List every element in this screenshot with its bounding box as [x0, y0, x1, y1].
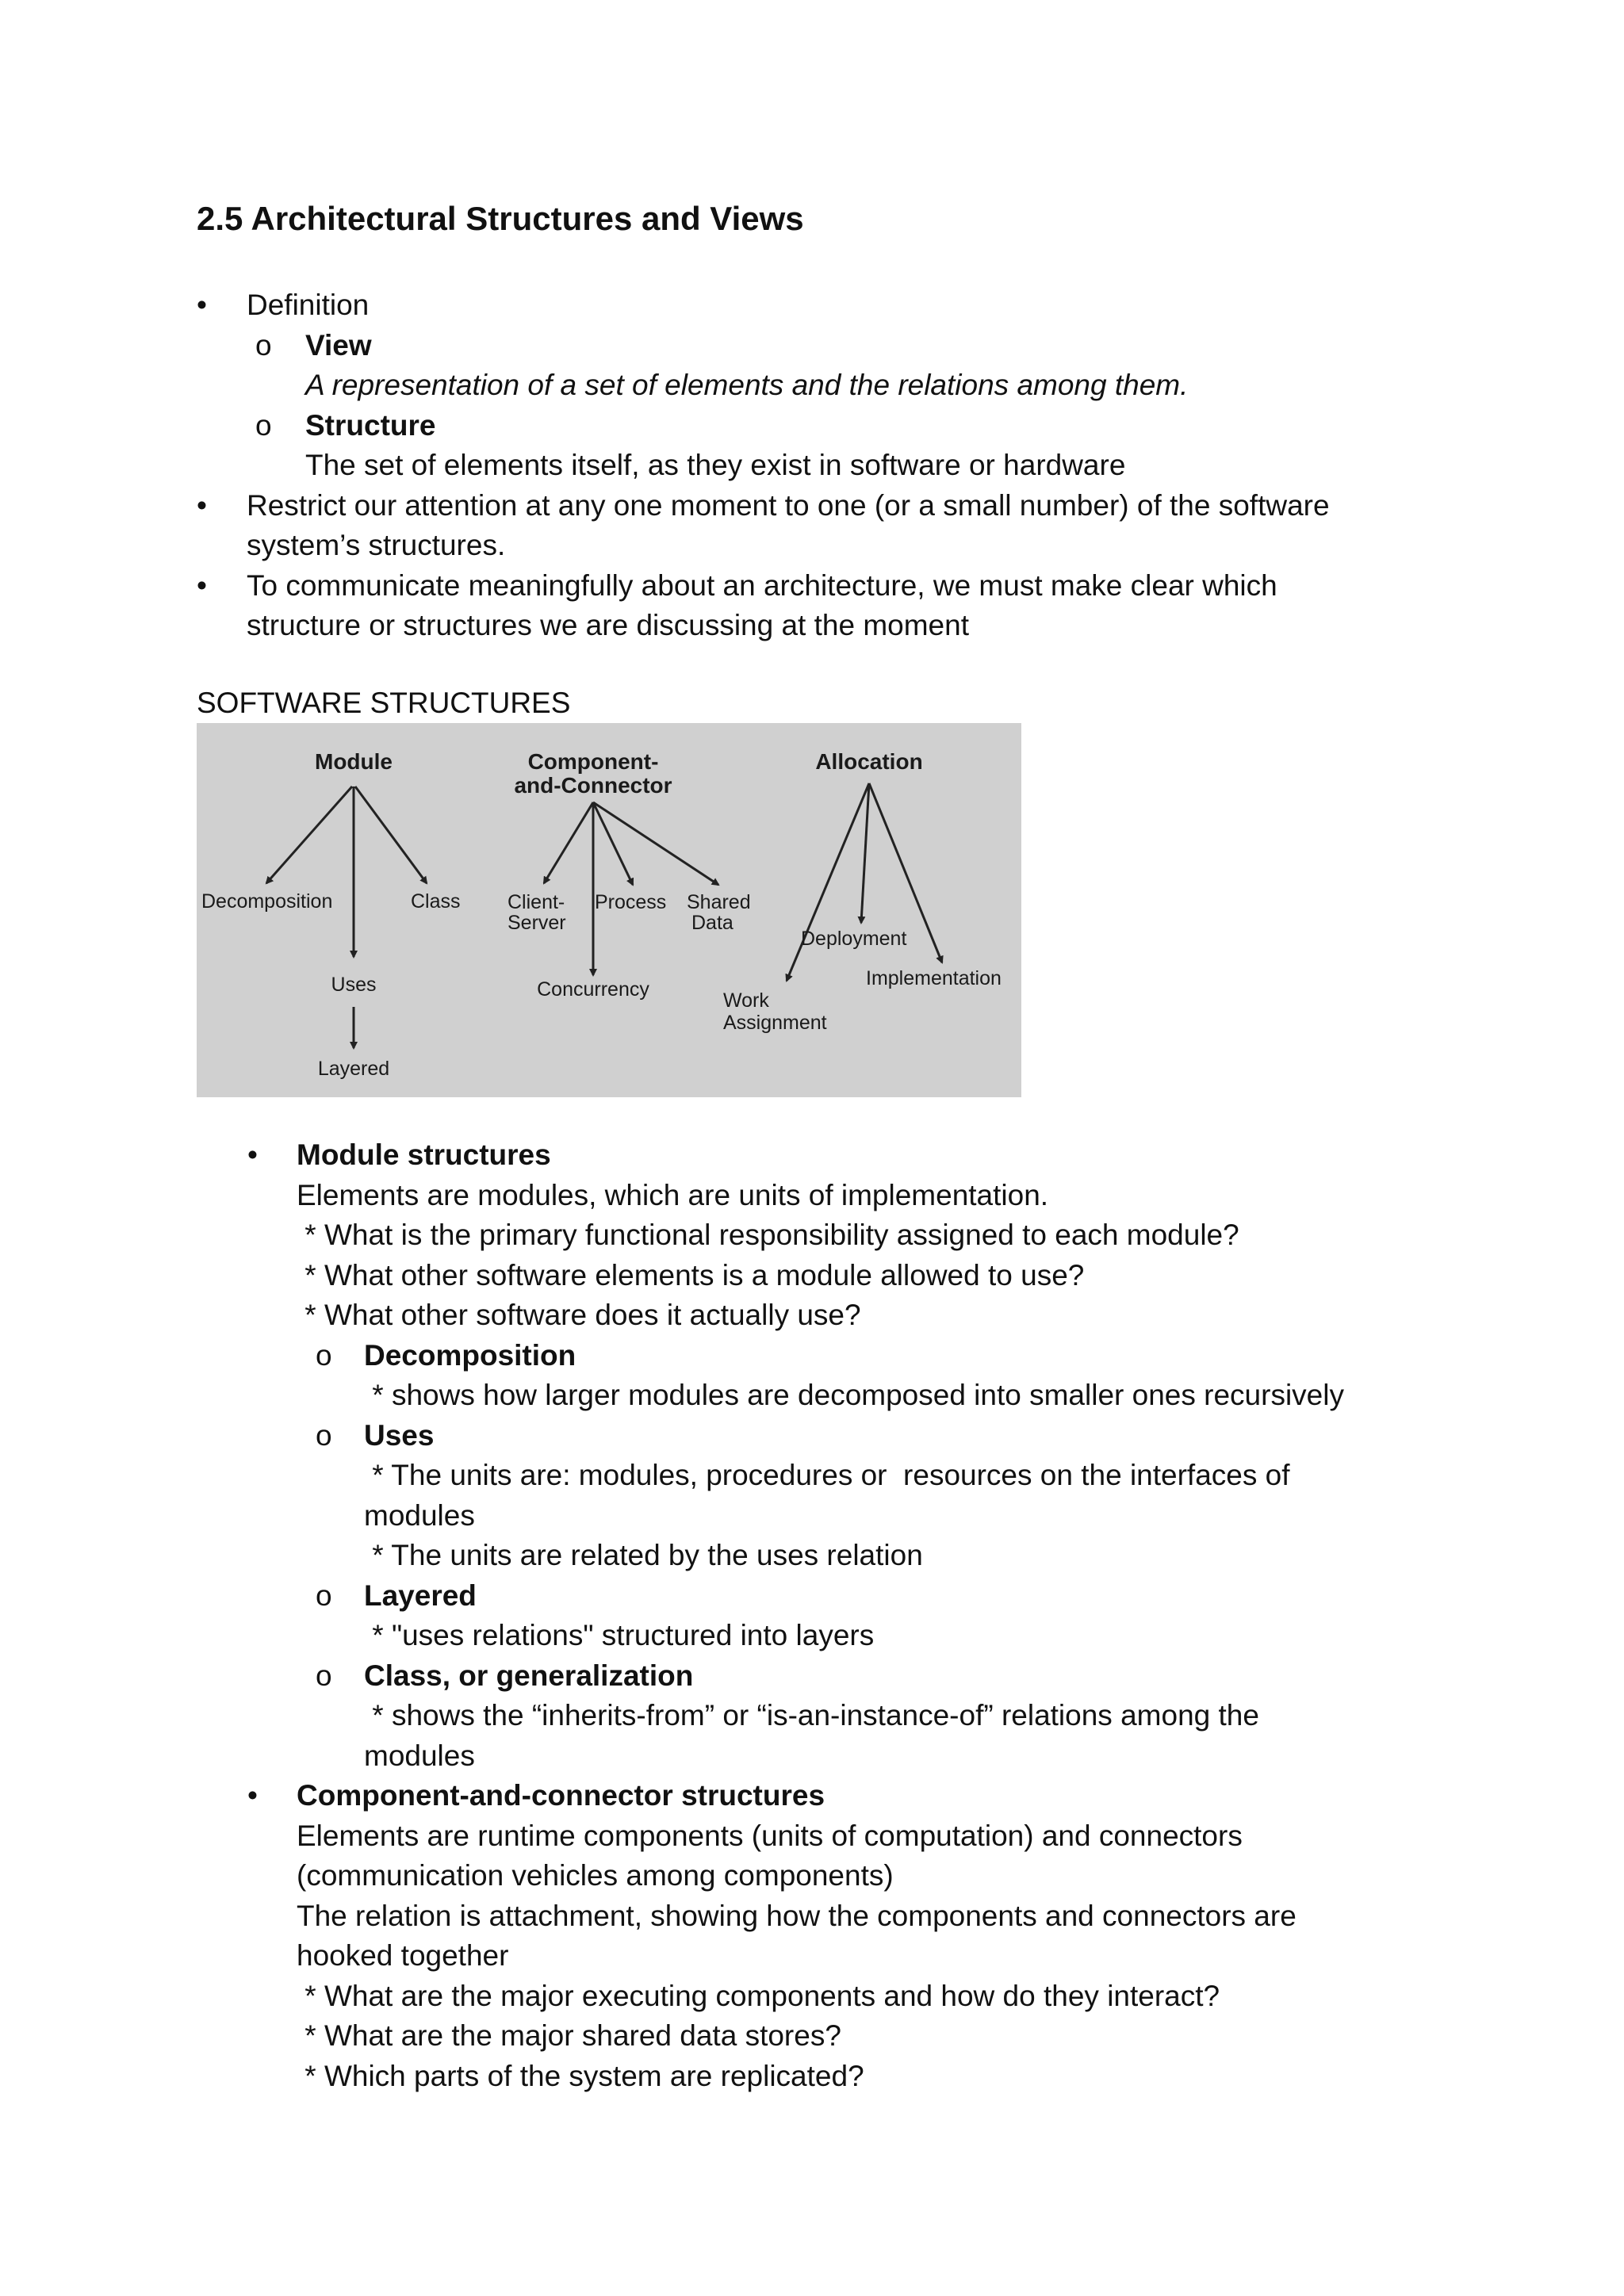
communicate-line-2: structure or structures we are discussing at the moment: [247, 609, 969, 641]
cc-question-1: * What are the major executing components and how do they interact?: [297, 1979, 1220, 2012]
list-item: [197, 1656, 1465, 1697]
uses-text-3: * The units are related by the uses relation: [364, 1539, 923, 1571]
decomposition-node: Decomposition: [201, 890, 333, 913]
software-structures-diagram: [197, 723, 1021, 1097]
module-structures-line-1: Elements are modules, which are units of implementation.: [297, 1178, 1049, 1211]
cc-line-4: hooked together: [297, 1939, 509, 1972]
list-item: [197, 526, 1465, 566]
list-item: [197, 566, 1465, 607]
list-item: [197, 446, 1465, 486]
structure-definition: The set of elements itself, as they exist in software or hardware: [305, 449, 1126, 481]
sub-bullet: o: [255, 328, 272, 362]
list-item: [197, 606, 1465, 646]
process-node: Process: [595, 891, 667, 913]
bullet: •: [247, 1779, 258, 1812]
shared-data-node-2: Data: [691, 912, 733, 934]
definition-label: Definition: [247, 289, 370, 321]
list-item: [197, 486, 1465, 526]
layered-text: * "uses relations" structured into layers: [364, 1619, 875, 1651]
definition-list: [197, 285, 1465, 646]
structures-list: [197, 1135, 1465, 2096]
module-label: Module: [315, 749, 393, 774]
list-item: [197, 1416, 1465, 1456]
work-assignment-node-1: Work: [723, 989, 769, 1012]
cc-structures-heading: Component-and-connector structures: [297, 1779, 825, 1812]
arrow-deployment: [861, 783, 869, 923]
module-question-3: * What other software does it actually use?: [297, 1299, 861, 1331]
view-definition: A representation of a set of elements and the relations among them.: [305, 369, 1189, 401]
list-item: [197, 1135, 1465, 1176]
deployment-node: Deployment: [801, 928, 907, 950]
component-connector-label-1: Component-: [527, 749, 659, 774]
component-connector-label-2: and-Connector: [514, 773, 672, 798]
uses-text-1: * The units are: modules, procedures or resources on the interfaces of: [364, 1459, 1290, 1491]
section-label: SOFTWARE STRUCTURES: [197, 687, 571, 719]
uses-node: Uses: [331, 974, 377, 996]
bullet: •: [197, 568, 207, 602]
list-item: [197, 1336, 1465, 1376]
decomposition-heading: Decomposition: [364, 1338, 576, 1372]
layered-heading: Layered: [364, 1578, 477, 1612]
decomposition-text: * shows how larger modules are decomposed into smaller ones recursively: [364, 1379, 1344, 1411]
view-label: View: [305, 328, 372, 362]
client-server-node-2: Server: [508, 912, 566, 934]
implementation-node: Implementation: [866, 967, 1002, 989]
list-item: [197, 326, 1465, 366]
bullet: •: [197, 289, 207, 321]
arrow-client-server: [544, 802, 593, 883]
diagram-arrows: [266, 783, 942, 1048]
uses-text-2: modules: [364, 1498, 475, 1532]
module-structures-heading: Module structures: [297, 1138, 551, 1171]
list-item: [197, 1576, 1465, 1617]
shared-data-node-1: Shared: [687, 891, 751, 913]
sub-bullet: o: [316, 1578, 332, 1612]
bullet: •: [247, 1138, 258, 1171]
cc-question-2: * What are the major shared data stores?: [297, 2019, 841, 2052]
sub-bullet: o: [316, 1418, 332, 1452]
cc-line-3: The relation is attachment, showing how the components and connectors are: [297, 1899, 1297, 1932]
arrow-work-assignment: [787, 783, 869, 981]
list-item: [197, 365, 1465, 406]
uses-heading: Uses: [364, 1418, 435, 1452]
sub-bullet: o: [255, 408, 272, 442]
sub-bullet: o: [316, 1659, 332, 1692]
class-node: Class: [411, 890, 461, 913]
list-item: [197, 1776, 1465, 1816]
module-question-2: * What other software elements is a module allowed to use?: [297, 1258, 1085, 1292]
layered-node: Layered: [317, 1058, 390, 1080]
class-heading: Class, or generalization: [364, 1659, 694, 1692]
cc-line-2: (communication vehicles among components): [297, 1859, 894, 1892]
module-question-1: * What is the primary functional responsibility assigned to each module?: [297, 1219, 1239, 1251]
cc-line-1: Elements are runtime components (units of computation) and connectors: [297, 1819, 1243, 1852]
structure-label: Structure: [305, 408, 436, 442]
list-item: [197, 285, 1465, 326]
bullet: •: [197, 488, 207, 522]
page-title: 2.5 Architectural Structures and Views: [197, 200, 804, 237]
work-assignment-node-2: Assignment: [723, 1012, 827, 1034]
arrow-class: [355, 786, 427, 883]
client-server-node-1: Client-: [508, 891, 565, 913]
communicate-line-1: To communicate meaningfully about an architecture, we must make clear which: [247, 568, 1277, 602]
allocation-label: Allocation: [815, 749, 923, 774]
sub-bullet: o: [316, 1338, 332, 1372]
cc-question-3: * Which parts of the system are replicated?: [297, 2059, 864, 2092]
restrict-line-1: Restrict our attention at any one moment to one (or a small number) of the software: [247, 488, 1330, 522]
class-text-1: * shows the “inherits-from” or “is-an-instance-of” relations among the: [364, 1699, 1259, 1732]
diagram-svg: [197, 723, 1021, 1097]
concurrency-node: Concurrency: [537, 978, 649, 1001]
class-text-2: modules: [364, 1739, 475, 1772]
arrow-decomposition: [266, 786, 352, 883]
list-item: [197, 406, 1465, 446]
restrict-line-2: system’s structures.: [247, 529, 506, 561]
